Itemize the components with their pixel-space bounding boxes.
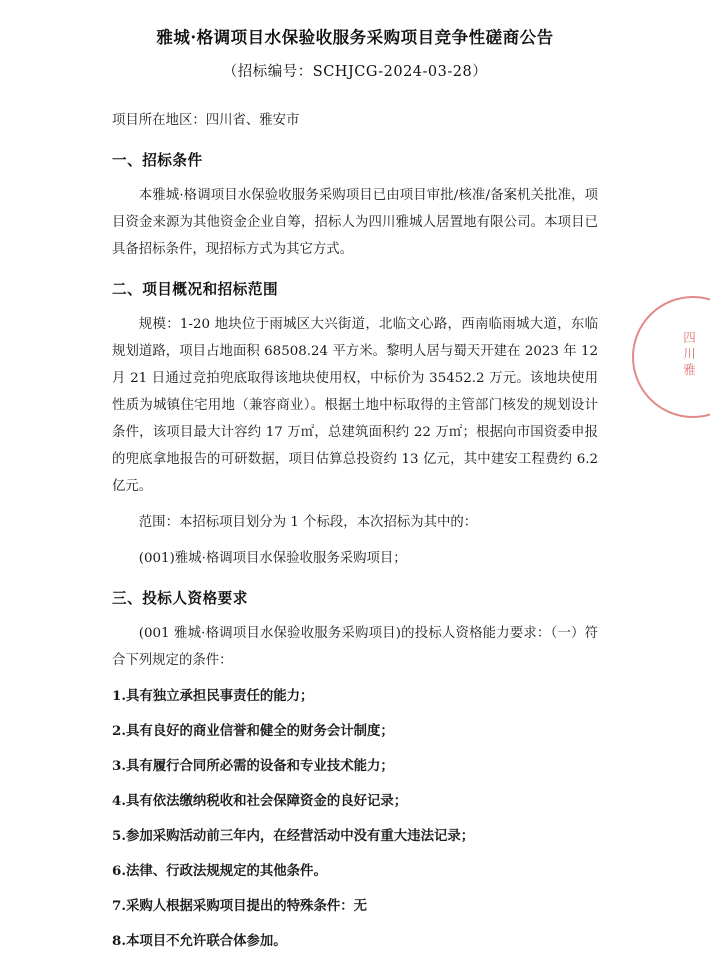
page-title: 雅城·格调项目水保验收服务采购项目竞争性磋商公告	[156, 28, 554, 47]
qualification-item-1: 1.具有独立承担民事责任的能力；	[112, 688, 314, 704]
section-2-paragraph-2: 范围：本招标项目划分为 1 个标段，本次招标为其中的：	[138, 515, 478, 530]
qualification-item-5: 5.参加采购活动前三年内，在经营活动中没有重大违法记录；	[112, 828, 475, 844]
tender-number: （招标编号：SCHJCG-2024-03-28）	[222, 64, 488, 80]
project-location: 项目所在地区：四川省、雅安市	[112, 113, 300, 128]
seal-char-1: 四	[683, 330, 697, 345]
section-3-paragraph-1: (001 雅城·格调项目水保验收服务采购项目)的投标人资格能力要求：（一）符合下列规定的条件：	[112, 626, 598, 668]
document-body	[112, 107, 598, 954]
qualification-item-2: 2.具有良好的商业信誉和健全的财务会计制度；	[112, 723, 394, 739]
section-1-paragraph-1: 本雅城·格调项目水保验收服务采购项目已由项目审批/核准/备案机关批准，项目资金来源为其他资金企业自筹，招标人为四川雅城人居置地有限公司。本项目已具备招标条件，现招标方式为其它方式。	[112, 188, 598, 257]
section-heading-1: 一、招标条件	[112, 152, 203, 169]
section-heading-2: 二、项目概况和招标范围	[112, 281, 279, 298]
qualification-item-6: 6.法律、行政法规规定的其他条件。	[112, 863, 327, 879]
section-2-paragraph-3: (001)雅城·格调项目水保验收服务采购项目；	[138, 551, 407, 566]
qualification-item-3: 3.具有履行合同所必需的设备和专业技术能力；	[112, 758, 394, 774]
seal-char-3: 雅	[683, 362, 697, 377]
seal-char-2: 川	[683, 346, 697, 361]
qualification-item-8: 8.本项目不允许联合体参加。	[112, 933, 287, 949]
qualification-item-4: 4.具有依法缴纳税收和社会保障资金的良好记录；	[112, 793, 408, 809]
official-seal-text	[672, 330, 708, 378]
official-seal-icon	[632, 296, 710, 418]
qualification-item-7: 7.采购人根据采购项目提出的特殊条件：无	[112, 898, 368, 914]
section-heading-3: 三、投标人资格要求	[112, 590, 248, 607]
section-2-paragraph-1: 规模：1-20 地块位于雨城区大兴街道，北临文心路，西南临雨城大道，东临规划道路，项目占地面积 68508.24 平方米。黎明人居与蜀天开建在 2023 年 12 月 21 日通过竞拍兜底取得该地块使用权，中标价为 35452.2 万元。该地块使用性质为城镇住宅用地（兼容商业）。根据土地中标取得的主管部门核发的规划设计条件，该项目最大计容约 17 万㎡，总建筑面积约 22 万㎡；根据向市国资委申报的兜底拿地报告的可研数据，项目估算总投资约 13 亿元，其中建安工程费约 6.2 亿元。	[112, 317, 598, 494]
